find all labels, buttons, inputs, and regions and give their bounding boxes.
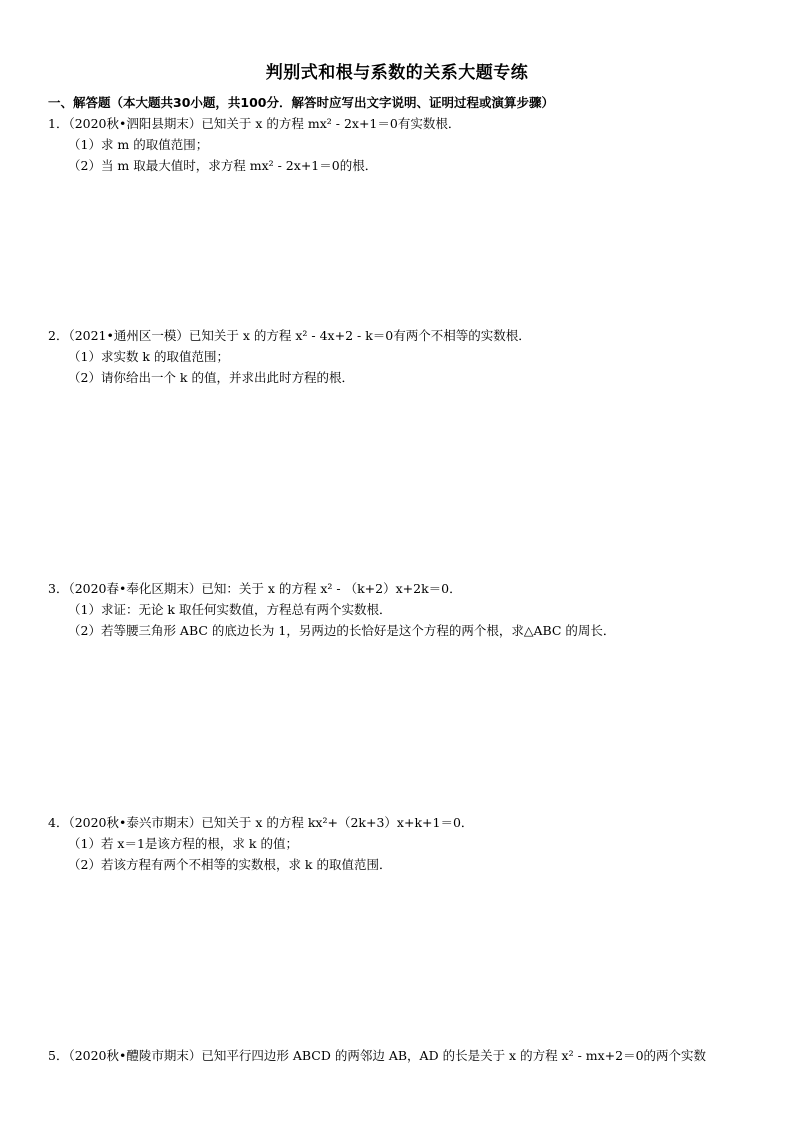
question-4-part-1: （1）若 x＝1是该方程的根，求 k 的值； — [68, 836, 298, 851]
question-3-part-1: （1）求证：无论 k 取任何实数值，方程总有两个实数根． — [68, 602, 392, 617]
question-5-stem: 5．（2020秋•醴陵市期末）已知平行四边形 ABCD 的两邻边 AB，AD 的长是关于 x 的方程 x² - mx+2＝0的两个实数 — [48, 1048, 707, 1063]
question-1-stem: 1．（2020秋•泗阳县期末）已知关于 x 的方程 mx² - 2x+1＝0有实数根． — [48, 116, 461, 131]
question-1-part-1: （1）求 m 的取值范围； — [68, 137, 209, 152]
question-4-part-2: （2）若该方程有两个不相等的实数根，求 k 的取值范围． — [68, 857, 392, 872]
question-2-part-2: （2）请你给出一个 k 的值，并求出此时方程的根． — [68, 370, 354, 385]
section-heading: 一、解答题（本大题共30小题，共100分．解答时应写出文字说明、证明过程或演算步骤） — [48, 95, 554, 110]
question-2-part-1: （1）求实数 k 的取值范围； — [68, 349, 229, 364]
question-3-stem: 3．（2020春•奉化区期末）已知：关于 x 的方程 x² - （k+2）x+2k＝0． — [48, 581, 462, 596]
page-title: 判别式和根与系数的关系大题专练 — [265, 63, 529, 83]
question-2-stem: 2．（2021•通州区一模）已知关于 x 的方程 x² - 4x+2 - k＝0有两个不相等的实数根． — [48, 328, 531, 343]
question-3-part-2: （2）若等腰三角形 ABC 的底边长为 1，另两边的长恰好是这个方程的两个根，求△ABC 的周长． — [68, 623, 616, 638]
question-4-stem: 4．（2020秋•泰兴市期末）已知关于 x 的方程 kx²+（2k+3）x+k+1＝0． — [48, 815, 474, 830]
question-1-part-2: （2）当 m 取最大值时，求方程 mx² - 2x+1＝0的根． — [68, 158, 378, 173]
